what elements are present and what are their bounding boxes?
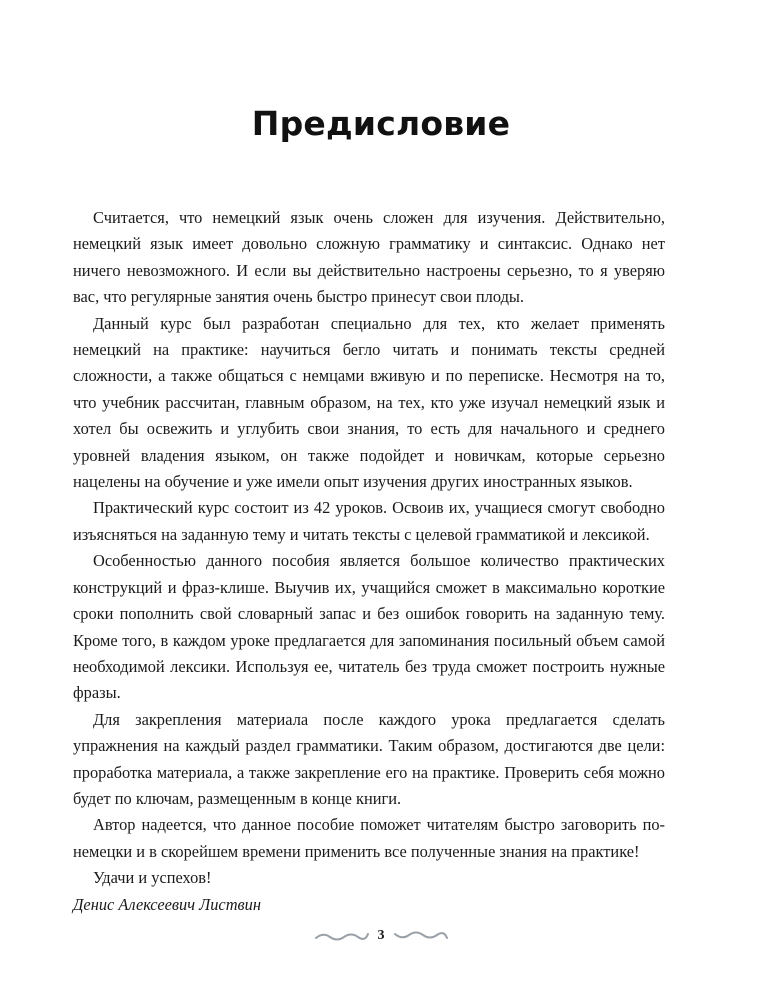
paragraph-3: Практический курс состоит из 42 уроков. Освоив их, учащиеся смогут свободно изъясняться на заданную тему и читать тексты с целевой грамматикой и лексикой. bbox=[73, 498, 665, 544]
page-number: 3 bbox=[377, 928, 385, 943]
preface-text bbox=[73, 205, 665, 918]
page-title: Предисловие bbox=[251, 104, 511, 144]
paragraph-1: Считается, что немецкий язык очень сложен для изучения. Действительно, немецкий язык имеет довольно сложную грамматику и синтаксис. Однако нет ничего невозможного. И если вы действительно настроены серьезно, то я уверяю вас, что регулярные занятия очень быстро принесут свои плоды. bbox=[73, 208, 665, 307]
paragraph-7: Удачи и успехов! bbox=[93, 868, 212, 888]
paragraph-4: Особенностью данного пособия является большое количество практических конструкций и фраз-клише. Выучив их, учащийся сможет в максимально короткие сроки пополнить свой словарный запас и без ошибок говорить на заданную тему. Кроме того, в каждом уроке предлагается для запоминания посильный объем самой необходимой лексики. Используя ее, читатель без труда сможет построить нужные фразы. bbox=[73, 551, 665, 703]
author-signature: Денис Алексеевич Листвин bbox=[73, 894, 261, 914]
left-wave-ornament-icon bbox=[314, 929, 370, 943]
paragraph-5: Для закрепления материала после каждого урока предлагается сделать упражнения на каждый раздел грамматики. Таким образом, достигаются две цели: проработка материала, а также закрепление его на практике. Проверить себя можно будет по ключам, размещенным в конце книги. bbox=[73, 709, 665, 808]
paragraph-2: Данный курс был разработан специально для тех, кто желает применять немецкий на практике: научиться бегло читать и понимать тексты средней сложности, а также общаться с немцами вживую и по переписке. Несмотря на то, что учебник рассчитан, главным образом, на тех, кто уже изучал немецкий язык и хотел бы освежить и углубить свои знания, то есть для начального и среднего уровней владения языком, он также подойдет и новичкам, которые серьезно нацелены на обучение и уже имели опыт изучения других иностранных языков. bbox=[73, 313, 665, 492]
page-footer bbox=[0, 922, 762, 950]
paragraph-6: Автор надеется, что данное пособие поможет читателям быстро заговорить по-немецки и в скорейшем времени применить все полученные знания на практике! bbox=[73, 815, 665, 861]
right-wave-ornament-icon bbox=[393, 929, 449, 943]
